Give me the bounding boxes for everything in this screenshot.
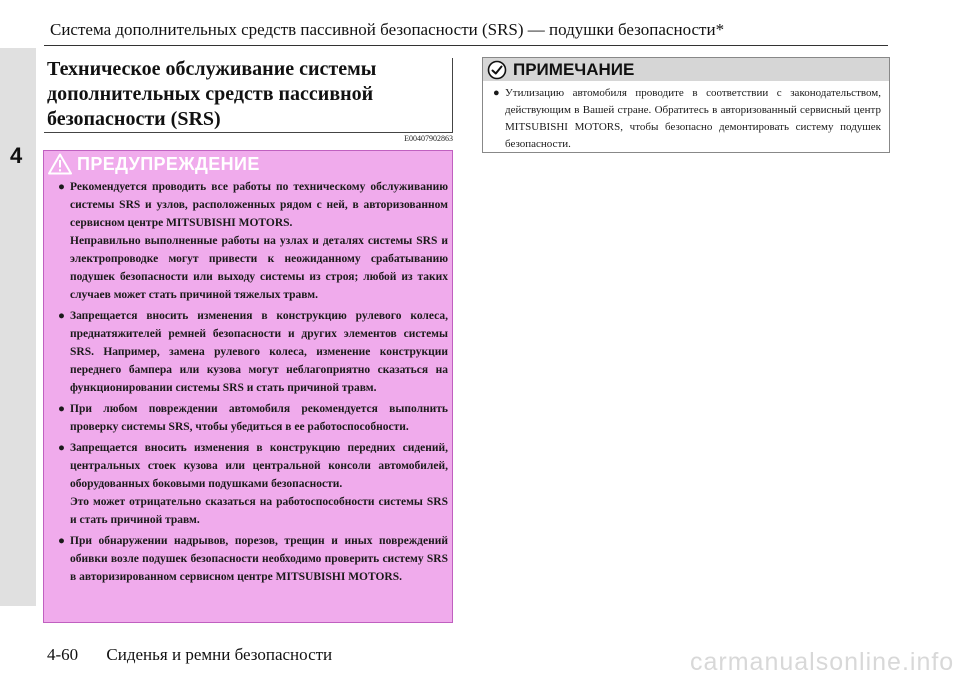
section-code: E00407902863 xyxy=(404,134,453,143)
list-item xyxy=(493,85,881,153)
checkmark-circle-icon xyxy=(487,60,507,80)
note-box xyxy=(482,57,890,153)
bullet-icon: ● xyxy=(493,87,500,99)
list-item xyxy=(58,439,448,529)
warning-list xyxy=(58,178,448,589)
bullet-icon: ● xyxy=(58,442,65,454)
title-underline xyxy=(44,132,453,133)
footer-section: Сиденья и ремни безопасности xyxy=(106,645,333,664)
note-title: ПРИМЕЧАНИЕ xyxy=(513,59,635,79)
list-item xyxy=(58,307,448,397)
bullet-icon: ● xyxy=(58,181,65,193)
title-side-rule xyxy=(452,58,453,133)
warning-title: ПРЕДУПРЕЖДЕНИЕ xyxy=(77,153,260,174)
page-number: 4-60 xyxy=(47,645,79,664)
list-item xyxy=(58,532,448,586)
list-item-text: Это может отрицательно сказаться на работоспособности системы SRS и стать причиной травм. xyxy=(70,496,448,526)
section-title: Техническое обслуживание системы дополнительных средств пассивной безопасности (SRS) xyxy=(47,58,377,130)
bullet-icon: ● xyxy=(58,403,65,415)
list-item-text: Неправильно выполненные работы на узлах и деталях системы SRS и электропроводке могут привести к неожиданному срабатыванию подушек безопасности или выходу системы из строя; любой из таких случаев может стать причиной тяжелых травм. xyxy=(70,235,448,301)
list-item xyxy=(58,400,448,436)
note-list xyxy=(493,85,881,153)
list-item-text: Запрещается вносить изменения в конструкцию рулевого колеса, преднатяжителей ремней безопасности и других элементов системы SRS. Например, замена рулевого колеса, изменение конструкции переднего бампера или кузова могут неблагоприятно сказаться на функционировании системы SRS и стать причиной травм. xyxy=(70,310,448,394)
chapter-number: 4 xyxy=(10,143,23,168)
list-item-text: Утилизацию автомобиля проводите в соответствии с законодательством, действующим в Вашей стране. Обратитесь в авторизованный сервисный центр MITSUBISHI MOTORS, чтобы безопасно демонтировать систему подушек безопасности. xyxy=(505,87,881,150)
warning-box xyxy=(43,150,453,623)
page-footer xyxy=(47,645,332,665)
warning-triangle-icon xyxy=(48,153,72,175)
header-divider xyxy=(44,45,888,46)
list-item-text: Рекомендуется проводить все работы по техническому обслуживанию системы SRS и узлов, расположенных рядом с ней, в авторизованном сервисном центре MITSUBISHI MOTORS. xyxy=(70,181,448,229)
list-item xyxy=(58,178,448,304)
note-header xyxy=(483,58,889,81)
bullet-icon: ● xyxy=(58,310,65,322)
warning-header xyxy=(48,153,260,175)
list-item-text: При обнаружении надрывов, порезов, трещин и иных повреждений обивки возле подушек безопасности необходимо проверить систему SRS в авторизированном сервисном центре MITSUBISHI MOTORS. xyxy=(70,535,448,583)
bullet-icon: ● xyxy=(58,535,65,547)
list-item-text: Запрещается вносить изменения в конструкцию передних сидений, центральных стоек кузова или центральной консоли автомобилей, оборудованных боковыми подушками безопасности. xyxy=(70,442,448,490)
chapter-sidebar xyxy=(0,48,36,606)
list-item-text: При любом повреждении автомобиля рекомендуется выполнить проверку системы SRS, чтобы убедиться в ее работоспособности. xyxy=(70,403,448,433)
watermark: carmanualsonline.info xyxy=(690,648,955,676)
page-header: Система дополнительных средств пассивной безопасности (SRS) — подушки безопасности* xyxy=(50,20,725,39)
